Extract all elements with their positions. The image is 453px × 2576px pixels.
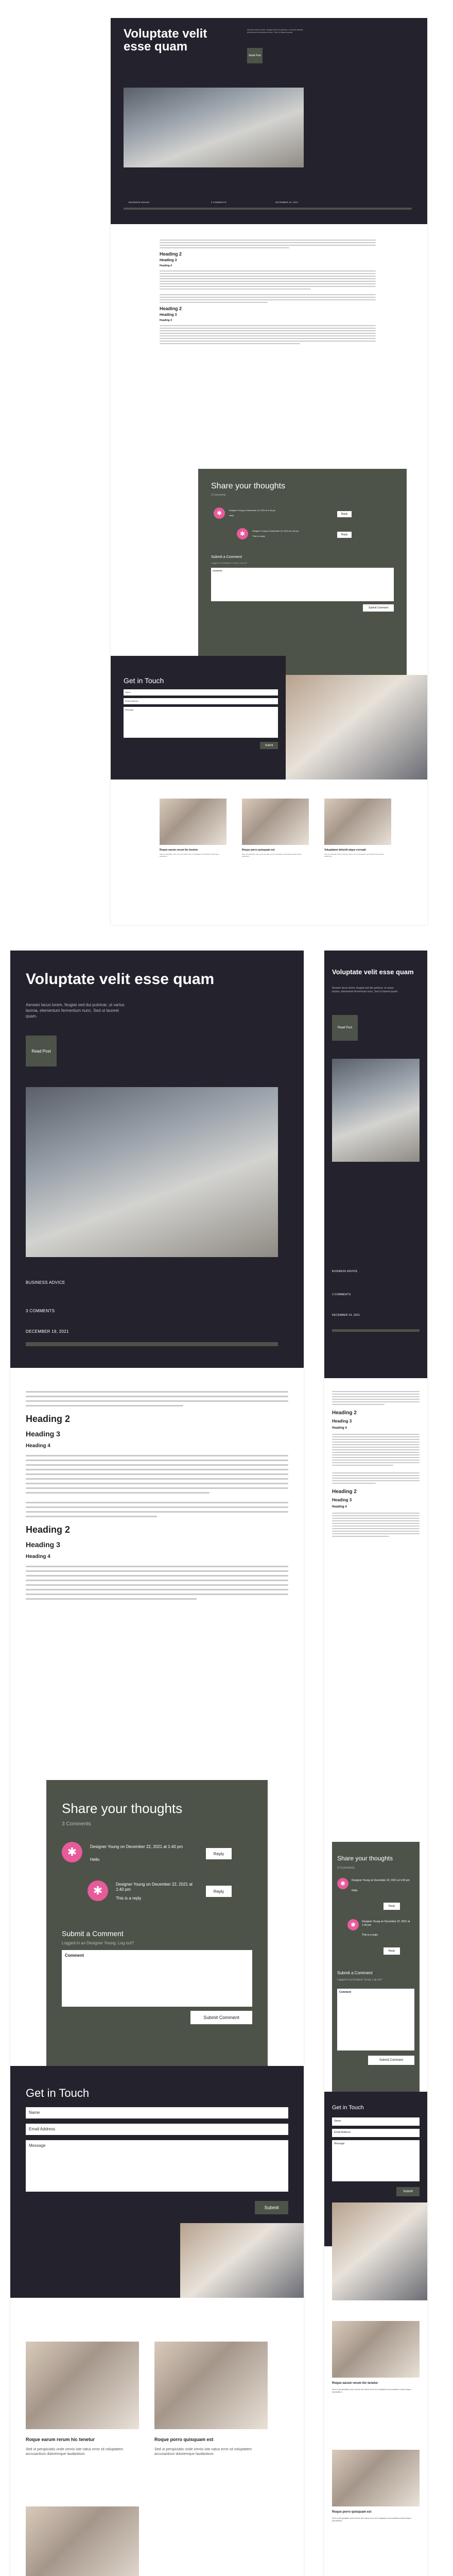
contact-submit-button[interactable]: Submit [260, 742, 278, 749]
hero-divider [26, 1342, 278, 1346]
post-title: Voluptate velit esse quam [26, 971, 215, 988]
reply-button[interactable]: Reply [337, 532, 352, 538]
related-card-title[interactable]: Roque earum rerum hic tenetur [160, 849, 198, 852]
related-card-excerpt: Sed ut perspiciatis unde omnis iste natus error sit voluptatem accusantium doloremque laudantium. [332, 2517, 411, 2522]
avatar-icon: ✱ [337, 1878, 349, 1889]
reply-author: Designer Young on December 22, 2021 at 1:40 pm [362, 1920, 410, 1927]
heading-4: Heading 4 [26, 1443, 50, 1449]
heading-3-second: Heading 3 [160, 313, 177, 317]
post-title: Voluptate velit esse quam [332, 968, 414, 976]
related-posts [332, 2321, 420, 2576]
hero-section [111, 18, 427, 224]
post-category: BUSINESS ADVICE [129, 201, 150, 204]
tablet-preview [10, 951, 304, 2576]
reply-button[interactable]: Reply [384, 1947, 400, 1955]
comments-count: 3 Comments [337, 1867, 355, 1870]
heading-4: Heading 4 [160, 264, 172, 267]
submit-comment-button[interactable]: Submit Comment [190, 2011, 252, 2024]
heading-2: Heading 2 [160, 251, 182, 257]
hero-divider [332, 1329, 420, 1332]
name-input[interactable]: Name [332, 2117, 420, 2126]
read-post-button[interactable]: Read Post [332, 1015, 358, 1041]
contact-section [111, 656, 286, 779]
hero-section [10, 951, 304, 1368]
name-input[interactable]: Name [124, 689, 278, 696]
related-card-image [242, 799, 309, 845]
post-date: DECEMBER 19, 2021 [332, 1314, 360, 1317]
avatar-icon: ✱ [62, 1842, 82, 1862]
article-body [160, 240, 376, 346]
comment-author: Designer Young on December 22, 2021 at 1:40 pm [90, 1844, 183, 1849]
email-input[interactable]: Email Address [332, 2129, 420, 2137]
name-input[interactable]: Name [26, 2107, 288, 2119]
contact-submit-button[interactable]: Submit [255, 2201, 288, 2214]
reply-button[interactable]: Reply [384, 1903, 400, 1910]
read-post-button[interactable]: Read Post [26, 1036, 57, 1066]
comment-label: Comment [65, 1953, 84, 1958]
heading-4-second: Heading 4 [332, 1505, 347, 1509]
submit-comment-button[interactable]: Submit Comment [363, 604, 394, 612]
related-card-title[interactable]: Voluptatem deleniti atque corrupti [324, 849, 366, 852]
reply-author: Designer Young on December 22, 2021 at 1:40 pm [116, 1882, 193, 1892]
reply-button[interactable]: Reply [206, 1848, 232, 1859]
related-card-title[interactable]: Roque earum rerum hic tenetur [332, 2382, 378, 2385]
related-card-title[interactable]: Roque porro quisquam est [242, 849, 275, 852]
related-posts [160, 799, 396, 902]
post-comments-count[interactable]: 3 COMMENTS [332, 1293, 351, 1296]
comment-textarea[interactable] [62, 1950, 252, 2007]
heading-4: Heading 4 [332, 1427, 347, 1430]
related-card-excerpt: Sed ut perspiciatis unde omnis iste natus error sit voluptatem accusantium doloremque laudantium. [324, 853, 384, 857]
avatar-icon: ✱ [347, 1919, 359, 1930]
comment-text: Hello [90, 1857, 100, 1862]
submit-comment-button[interactable]: Submit Comment [368, 2056, 414, 2065]
comments-section [332, 1842, 420, 2105]
comments-count: 3 Comments [211, 494, 226, 497]
comment-text: Hello [352, 1889, 358, 1892]
hero-photo [332, 1059, 420, 1162]
article-body [332, 1391, 420, 1538]
post-date: DECEMBER 19, 2021 [26, 1329, 69, 1334]
post-comments-count[interactable]: 3 COMMENTS [26, 1309, 55, 1313]
related-posts [26, 2342, 288, 2576]
contact-photo [286, 675, 427, 779]
post-category: BUSINESS ADVICE [332, 1270, 358, 1273]
post-excerpt: Aenean lacus lorem, feugiat sed dui pulvinar, ut varius lacinia, elementum fermentum nunc. Sed ut laoreet quam. [332, 987, 398, 993]
submit-comment-title: Submit a Comment [211, 555, 242, 559]
heading-3: Heading 3 [160, 259, 177, 262]
heading-3-second: Heading 3 [26, 1540, 60, 1549]
article-body [26, 1391, 288, 1603]
comment-label: Comment [213, 569, 222, 572]
related-card-image [154, 2342, 268, 2429]
heading-4-second: Heading 4 [160, 319, 172, 322]
email-input[interactable]: Email Address [26, 2124, 288, 2135]
post-category: BUSINESS ADVICE [26, 1280, 65, 1285]
contact-title: Get in Touch [26, 2087, 90, 2099]
comments-section [198, 469, 407, 675]
reply-button[interactable]: Reply [206, 1886, 232, 1897]
reply-button[interactable]: Reply [337, 511, 352, 517]
email-input[interactable]: Email Address [124, 698, 278, 704]
read-post-button[interactable]: Read Post [247, 48, 263, 63]
related-card-excerpt: Sed ut perspiciatis unde omnis iste natus error sit voluptatem accusantium doloremque laudantium. [160, 853, 219, 857]
related-card-title[interactable]: Roque porro quisquam est [154, 2437, 214, 2442]
heading-4-second: Heading 4 [26, 1554, 50, 1560]
avatar-icon: ✱ [237, 528, 248, 539]
logged-in-text[interactable]: Logged in as Designer Young. Log out? [62, 1941, 134, 1945]
contact-title: Get in Touch [332, 2105, 364, 2111]
heading-2-second: Heading 2 [332, 1489, 357, 1495]
related-card-image [324, 799, 391, 845]
related-card-excerpt: Sed ut perspiciatis unde omnis iste natus error sit voluptatem accusantium doloremque laudantium. [332, 2388, 411, 2394]
related-card-image [332, 2450, 420, 2506]
related-card-image [160, 799, 226, 845]
comments-title: Share your thoughts [62, 1801, 183, 1816]
heading-2-second: Heading 2 [160, 306, 182, 311]
logged-in-text[interactable]: Logged in as Designer Young. Log out? [211, 562, 248, 564]
mobile-preview [324, 951, 427, 2576]
submit-comment-title: Submit a Comment [62, 1929, 124, 1938]
comment-textarea[interactable] [211, 568, 394, 601]
post-comments-count[interactable]: 3 COMMENTS [211, 201, 226, 204]
post-excerpt: Aenean lacus lorem, feugiat sed dui pulvinar, ut varius lacinia, elementum fermentum nunc. Sed ut laoreet quam. [26, 1003, 125, 1019]
comments-section [46, 1780, 268, 2066]
heading-2: Heading 2 [332, 1410, 357, 1416]
hero-section [324, 951, 427, 1378]
heading-2: Heading 2 [26, 1414, 71, 1424]
reply-text: This is a reply [252, 535, 265, 537]
heading-3-second: Heading 3 [332, 1498, 352, 1502]
heading-3: Heading 3 [332, 1419, 352, 1423]
reply-author: Designer Young on December 22, 2021 at 1:40 pm [252, 530, 299, 532]
post-title: Voluptate velit esse quam [124, 27, 207, 54]
comments-title: Share your thoughts [211, 482, 286, 490]
heading-2-second: Heading 2 [26, 1524, 71, 1535]
submit-comment-title: Submit a Comment [337, 1971, 373, 1975]
contact-title: Get in Touch [124, 676, 164, 685]
hero-photo [26, 1087, 278, 1257]
related-card-excerpt: Sed ut perspiciatis unde omnis iste natus error sit voluptatem accusantium doloremque laudantium. [154, 2448, 252, 2456]
message-textarea[interactable]: Message [124, 707, 278, 738]
related-card-excerpt: Sed ut perspiciatis unde omnis iste natus error sit voluptatem accusantium doloremque laudantium. [242, 853, 302, 857]
heading-3: Heading 3 [26, 1430, 60, 1438]
avatar-icon: ✱ [214, 507, 225, 519]
message-textarea[interactable]: Message [332, 2140, 420, 2181]
desktop-preview [111, 18, 427, 925]
message-textarea[interactable]: Message [26, 2140, 288, 2192]
hero-divider [124, 208, 412, 210]
contact-submit-button[interactable]: Submit [396, 2187, 420, 2196]
comment-author: Designer Young on December 22, 2021 at 1:40 pm [352, 1879, 410, 1882]
contact-photo [332, 2202, 427, 2300]
reply-text: This is a reply [116, 1896, 142, 1901]
comment-textarea[interactable] [337, 1989, 414, 2050]
avatar-icon: ✱ [88, 1880, 108, 1901]
comments-count: 3 Comments [62, 1821, 91, 1827]
related-card-image [26, 2342, 139, 2429]
related-card-image [26, 2506, 139, 2576]
reply-text: This is a reply [362, 1934, 378, 1937]
comment-author: Designer Young on December 22, 2021 at 1:40 pm [229, 509, 276, 512]
post-date: DECEMBER 19, 2021 [275, 201, 299, 204]
logged-in-text[interactable]: Logged in as Designer Young. Log out? [337, 1978, 382, 1981]
contact-photo [180, 2223, 304, 2298]
comment-label: Comment [339, 1991, 352, 1994]
comments-title: Share your thoughts [337, 1855, 393, 1862]
related-card-title[interactable]: Roque porro quisquam est [332, 2511, 372, 2514]
post-excerpt: Aenean lacus lorem, feugiat sed dui pulvinar, ut varius lacinia, elementum fermentum nunc. Sed ut laoreet quam. [247, 28, 304, 34]
comment-text: Hello [229, 514, 234, 517]
related-card-image [332, 2321, 420, 2378]
related-card-excerpt: Sed ut perspiciatis unde omnis iste natus error sit voluptatem accusantium doloremque laudantium. [26, 2448, 124, 2456]
hero-photo [124, 88, 304, 167]
related-card-title[interactable]: Roque earum rerum hic tenetur [26, 2437, 95, 2442]
